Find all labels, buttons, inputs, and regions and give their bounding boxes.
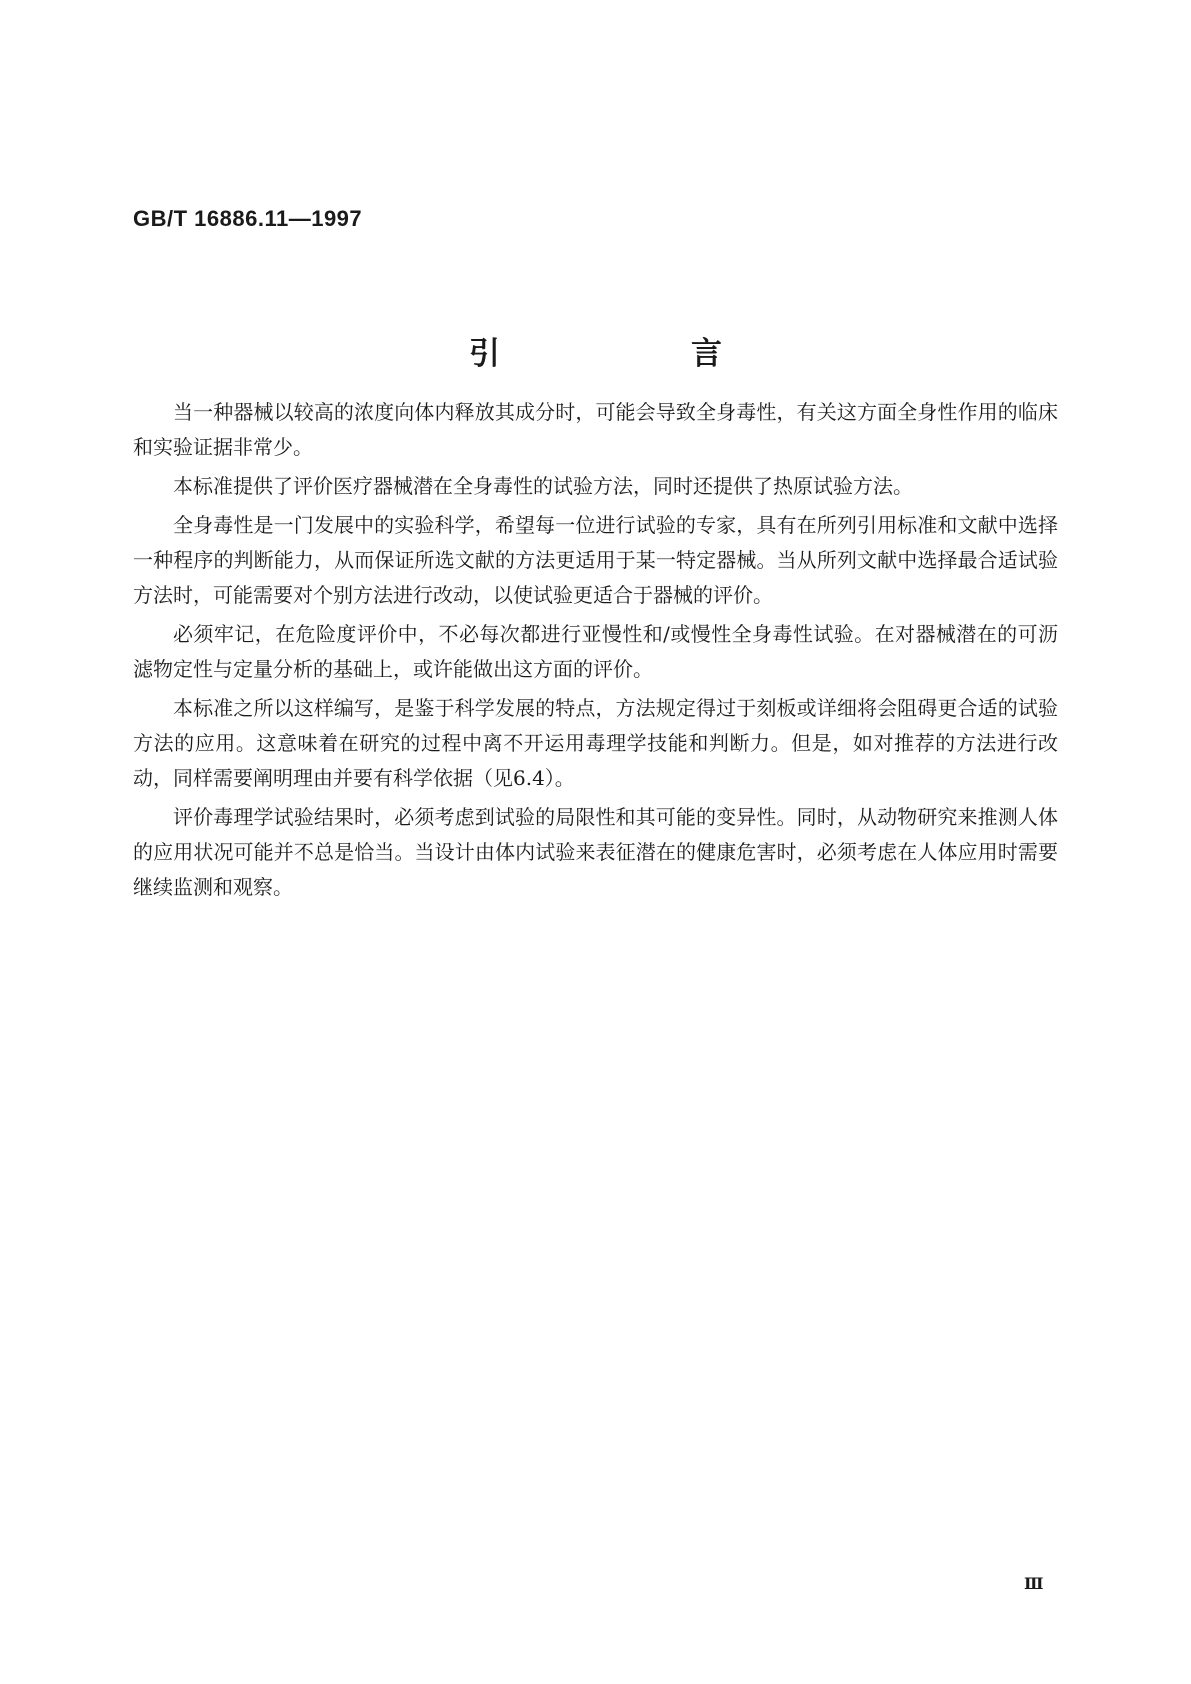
page-number: Ⅲ xyxy=(1024,1576,1044,1593)
page-title: 引 言 xyxy=(469,336,802,372)
paragraph-1: 当一种器械以较高的浓度向体内释放其成分时，可能会导致全身毒性，有关这方面全身性作用的临床和实验证据非常少。 xyxy=(133,400,1058,459)
paragraph-5: 本标准之所以这样编写，是鉴于科学发展的特点，方法规定得过于刻板或详细将会阻碍更合适的试验方法的应用。这意味着在研究的过程中离不开运用毒理学技能和判断力。但是，如对推荐的方法进行改动，同样需要阐明理由并要有科学依据（见6.4）。 xyxy=(133,696,1058,790)
document-body xyxy=(133,395,1058,909)
paragraph-6: 评价毒理学试验结果时，必须考虑到试验的局限性和其可能的变异性。同时，从动物研究来推测人体的应用状况可能并不总是恰当。当设计由体内试验来表征潜在的健康危害时，必须考虑在人体应用时需要继续监测和观察。 xyxy=(133,805,1058,899)
paragraph-3: 全身毒性是一门发展中的实验科学，希望每一位进行试验的专家，具有在所列引用标准和文献中选择一种程序的判断能力，从而保证所选文献的方法更适用于某一特定器械。当从所列文献中选择最合适试验方法时，可能需要对个别方法进行改动，以使试验更适合于器械的评价。 xyxy=(133,513,1058,607)
paragraph-4: 必须牢记，在危险度评价中，不必每次都进行亚慢性和/或慢性全身毒性试验。在对器械潜在的可沥滤物定性与定量分析的基础上，或许能做出这方面的评价。 xyxy=(133,622,1058,681)
paragraph-2: 本标准提供了评价医疗器械潜在全身毒性的试验方法，同时还提供了热原试验方法。 xyxy=(173,474,913,498)
standard-number: GB/T 16886.11—1997 xyxy=(133,206,363,231)
